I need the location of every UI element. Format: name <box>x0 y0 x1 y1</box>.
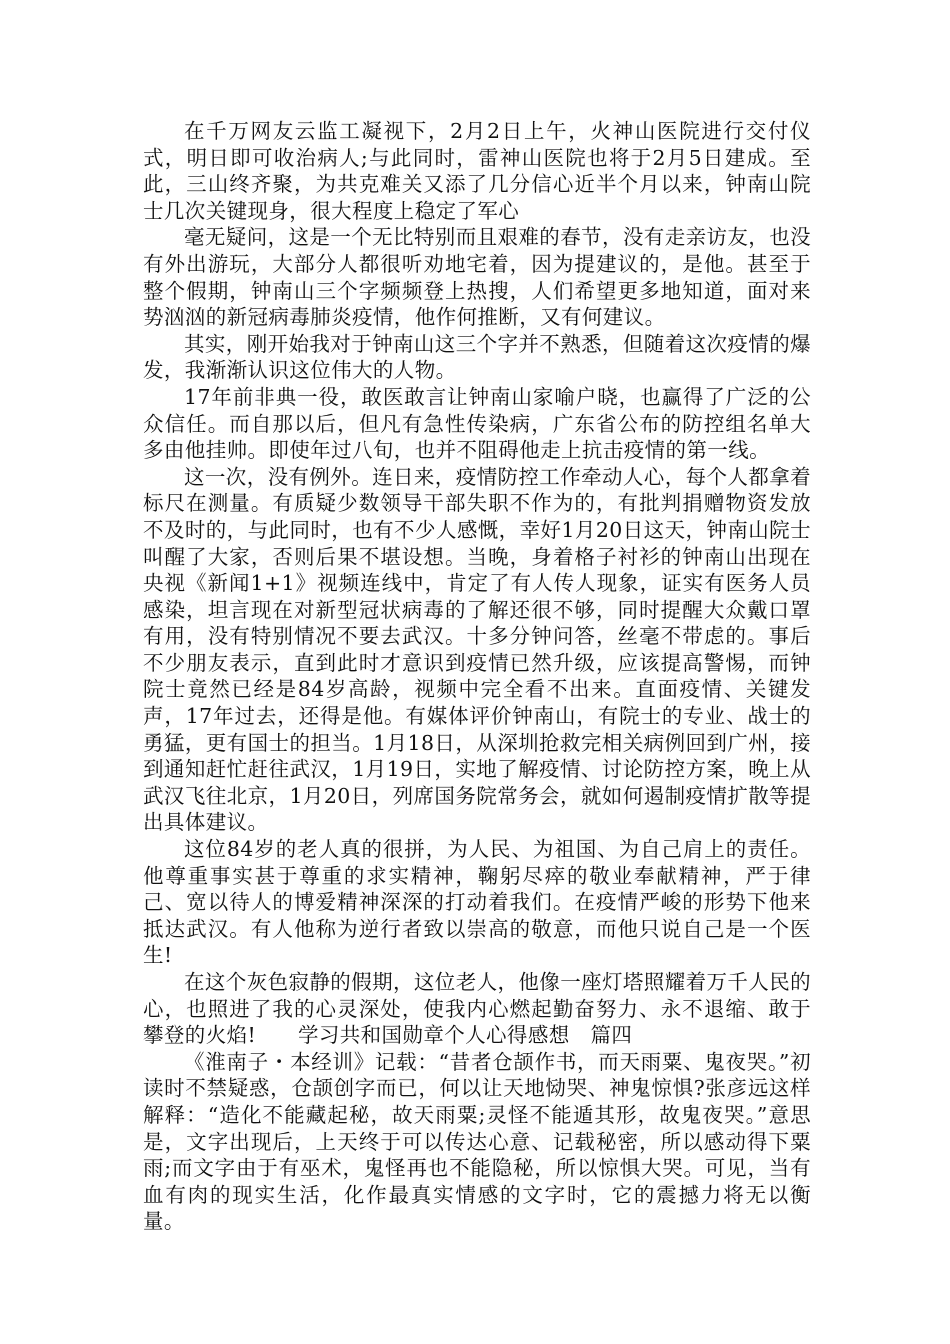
paragraph-6: 这位84岁的老人真的很拼，为人民、为祖国、为自己肩上的责任。他尊重事实甚于尊重的求实精神，鞠躬尽瘁的敬业奉献精神，严于律己、宽以待人的博爱精神深深的打动着我们。在疫情严峻的形势下他来抵达武汉。有人他称为逆行者致以崇高的敬意，而他只说自己是一个医生! <box>143 837 811 968</box>
paragraph-2: 毫无疑问，这是一个无比特别而且艰难的春节，没有走亲访友，也没有外出游玩，大部分人都很听劝地宅着，因为提建议的，是他。甚至于整个假期，钟南山三个字频频登上热搜，人们希望更多地知道，面对来势汹汹的新冠病毒肺炎疫情，他作何推断，又有何建议。 <box>143 225 811 330</box>
paragraph-8: 《淮南子・本经训》记载：“昔者仓颉作书，而天雨粟、鬼夜哭。”初读时不禁疑惑，仓颉创字而已，何以让天地恸哭、神鬼惊惧?张彦远这样解释：“造化不能藏起秘，故天雨粟;灵怪不能遁其形，故鬼夜哭。”意思是，文字出现后，上天终于可以传达心意、记载秘密，所以感动得下粟雨;而文字由于有巫术，鬼怪再也不能隐秘，所以惊惧大哭。可见，当有血有肉的现实生活，化作最真实情感的文字时，它的震撼力将无以衡量。 <box>143 1049 811 1234</box>
paragraph-5: 这一次，没有例外。连日来，疫情防控工作牵动人心，每个人都拿着标尺在测量。有质疑少数领导干部失职不作为的，有批判捐赠物资发放不及时的，与此同时，也有不少人感慨，幸好1月20日这天，钟南山院士叫醒了大家，否则后果不堪设想。当晚，身着格子衬衫的钟南山出现在央视《新闻1+1》视频连线中，肯定了有人传人现象，证实有医务人员感染，坦言现在对新型冠状病毒的了解还很不够，同时提醒大众戴口罩有用，没有特别情况不要去武汉。十多分钟问答，丝毫不带虑的。事后不少朋友表示，直到此时才意识到疫情已然升级，应该提高警惕，而钟院士竟然已经是84岁高龄，视频中完全看不出来。直面疫情、关键发声，17年过去，还得是他。有媒体评价钟南山，有院士的专业、战士的勇猛，更有国士的担当。1月18日，从深圳抢救完相关病例回到广州，接到通知赶忙赶往武汉，1月19日，实地了解疫情、讨论防控方案，晚上从武汉飞往北京，1月20日，列席国务院常务会，就如何遏制疫情扩散等提出具体建议。 <box>143 464 811 835</box>
paragraph-7: 在这个灰色寂静的假期，这位老人，他像一座灯塔照耀着万千人民的心，也照进了我的心灵深处，使我内心燃起勤奋努力、永不退缩、敢于攀登的火焰! 学习共和国勋章个人心得感想 篇四 <box>143 970 811 1048</box>
paragraph-1: 在千万网友云监工凝视下，2月2日上午，火神山医院进行交付仪式，明日即可收治病人;与此同时，雷神山医院也将于2月5日建成。至此，三山终齐聚，为共克难关又添了几分信心近半个月以来，钟南山院士几次关键现身，很大程度上稳定了军心 <box>143 119 811 223</box>
paragraph-3: 其实，刚开始我对于钟南山这三个字并不熟悉，但随着这次疫情的爆发，我渐渐认识这位伟大的人物。 <box>143 331 811 383</box>
paragraph-4: 17年前非典一役，敢医敢言让钟南山家喻户晓，也赢得了广泛的公众信任。而自那以后，但凡有急性传染病，广东省公布的防控组名单大多由他挂帅。即使年过八旬，也并不阻碍他走上抗击疫情的第一线。 <box>143 384 811 463</box>
document-body <box>143 118 811 1235</box>
